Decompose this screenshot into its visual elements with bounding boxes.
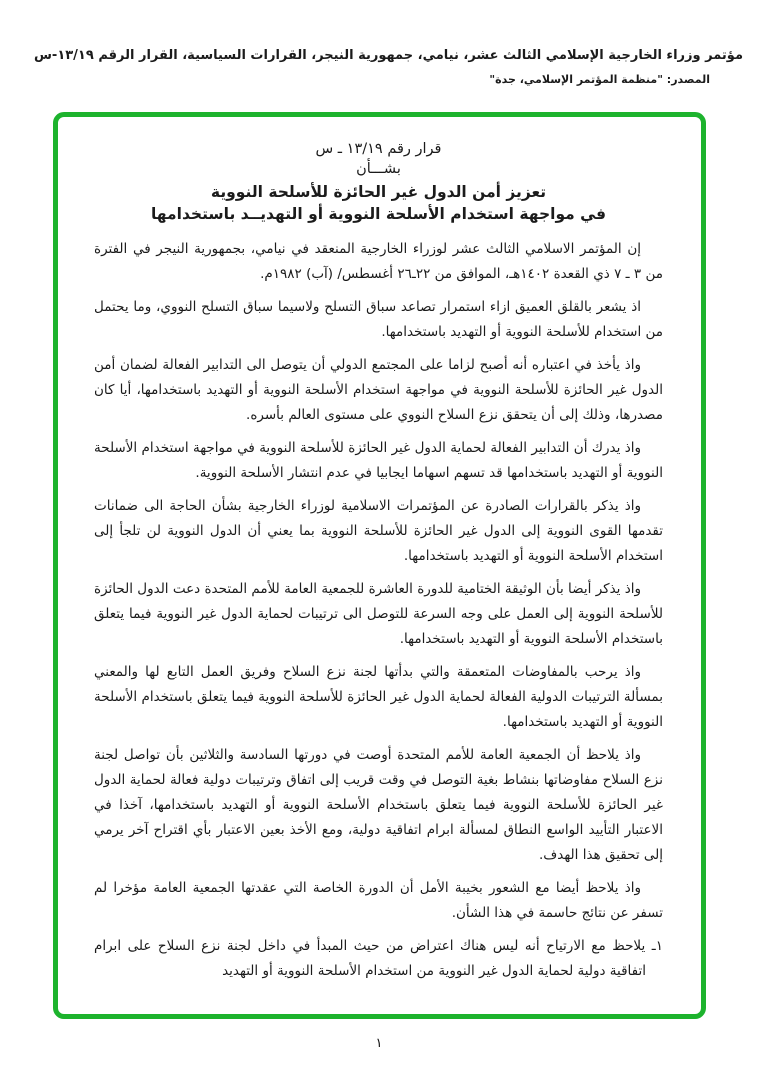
resolution-number: قرار رقم ١٣/١٩ ـ س xyxy=(315,141,442,157)
header-publisher-line: المصدر: "منظمة المؤتمر الإسلامي، جدة" xyxy=(489,73,710,86)
header-source-line: مؤتمر وزراء الخارجية الإسلامي الثالث عشر، نيامي، جمهورية النيجر، القرارات السياسية، القرار الرقم ١٣/١٩-س xyxy=(33,48,743,63)
paragraph: واذ يذكر أيضا بأن الوثيقة الختامية للدورة العاشرة للجمعية العامة للأمم المتحدة دعت الدول الحائزة للأسلحة النووية إلى العمل على وجه السرعة للتوصل الى ترتيبات لحماية الدول غير النووية فيما يتعلق باستخدام الأسلحة النووية أو التهديد باستخدامها. xyxy=(94,581,663,647)
page-number: ١ xyxy=(375,1036,383,1051)
paragraph: واذ يلاحظ أن الجمعية العامة للأمم المتحدة أوصت في دورتها السادسة والثلاثين بأن تواصل لجنة نزع السلاح مفاوضاتها بنشاط بغية التوصل في وقت قريب إلى اتفاق وترتيبات دولية فعالة لحماية الدول غير الحائزة للأسلحة النووية فيما يتعلق باستخدام الأسلحة النووية أو التهديد باستخدامها، آخذا في الاعتبار التأييد الواسع النطاق لمسألة ابرام اتفاقية دولية، ومع الأخذ بعين الاعتبار بأي اقتراح آخر يرمي إلى تحقيق هذا الهدف. xyxy=(94,747,663,863)
item-text: يلاحظ مع الارتياح أنه ليس هناك اعتراض من حيث المبدأ في داخل لجنة نزع السلاح على ابرام اتفاقية دولية لحماية الدول غير النووية من استخدام الأسلحة النووية أو التهديد xyxy=(94,938,646,979)
document-header xyxy=(0,48,758,86)
paragraph: واذ يذكر بالقرارات الصادرة عن المؤتمرات الاسلامية لوزراء الخارجية بشأن الحاجة الى ضمانات تقدمها القوى النووية إلى الدول غير الحائزة للأسلحة النووية بما يعني أن الدول النووية لن تلجأ إلى استخدام الأسلحة النووية أو التهديد باستخدامها. xyxy=(94,498,663,564)
paragraph: واذ يرحب بالمفاوضات المتعمقة والتي بدأتها لجنة نزع السلاح وفريق العمل التابع لها والمعني بمسألة الترتيبات الدولية الفعالة لحماية الدول غير الحائزة للأسلحة النووية فيما يتعلق باستخدام الأسلحة النووية أو التهديد باستخدامها. xyxy=(94,664,663,730)
paragraph: إن المؤتمر الاسلامي الثالث عشر لوزراء الخارجية المنعقد في نيامي، بجمهورية النيجر في الفترة من ٣ ـ ٧ ذي القعدة ١٤٠٢هـ، الموافق من ٢٢ـ٢٦ أغسطس/ (آب) ١٩٨٢م. xyxy=(94,241,663,282)
paragraph: واذ يلاحظ أيضا مع الشعور بخيبة الأمل أن الدورة الخاصة التي عقدتها الجمعية العامة مؤخرا لم تسفر عن نتائج حاسمة في هذا الشأن. xyxy=(94,880,663,921)
title-block xyxy=(94,141,663,223)
item-number: ١ـ xyxy=(651,938,664,954)
content-frame xyxy=(53,112,706,1019)
title-subject-line-2: في مواجهة استخدام الأسلحة النووية أو التهديــد باستخدامها xyxy=(150,205,606,223)
title-subject-line-1: تعزيز أمن الدول غير الحائزة للأسلحة النووية xyxy=(210,183,547,201)
paragraph: اذ يشعر بالقلق العميق ازاء استمرار تصاعد سباق التسلح ولاسيما سباق التسلح النووي، وما يحتمل من استخدام للأسلحة النووية أو التهديد باستخدامها. xyxy=(94,299,663,340)
resolution-body xyxy=(94,237,663,984)
numbered-item xyxy=(94,934,663,984)
paragraph: واذ يأخذ في اعتباره أنه أصبح لزاما على المجتمع الدولي أن يتوصل الى التدابير الفعالة لضمان أمن الدول غير الحائزة للأسلحة النووية في مواجهة استخدام الأسلحة النووية أو التهديد باستخدامها، أيا كان مصدرها، وذلك إلى أن يتحقق نزع السلاح النووي على مستوى العالم بأسره. xyxy=(94,357,663,423)
paragraph: واذ يدرك أن التدابير الفعالة لحماية الدول غير الحائزة للأسلحة النووية في مواجهة استخدام الأسلحة النووية أو التهديد باستخدامها قد تسهم اسهاما ايجابيا في عدم انتشار الأسلحة النووية. xyxy=(94,440,663,481)
subject-word: بشـــأن xyxy=(356,161,401,177)
